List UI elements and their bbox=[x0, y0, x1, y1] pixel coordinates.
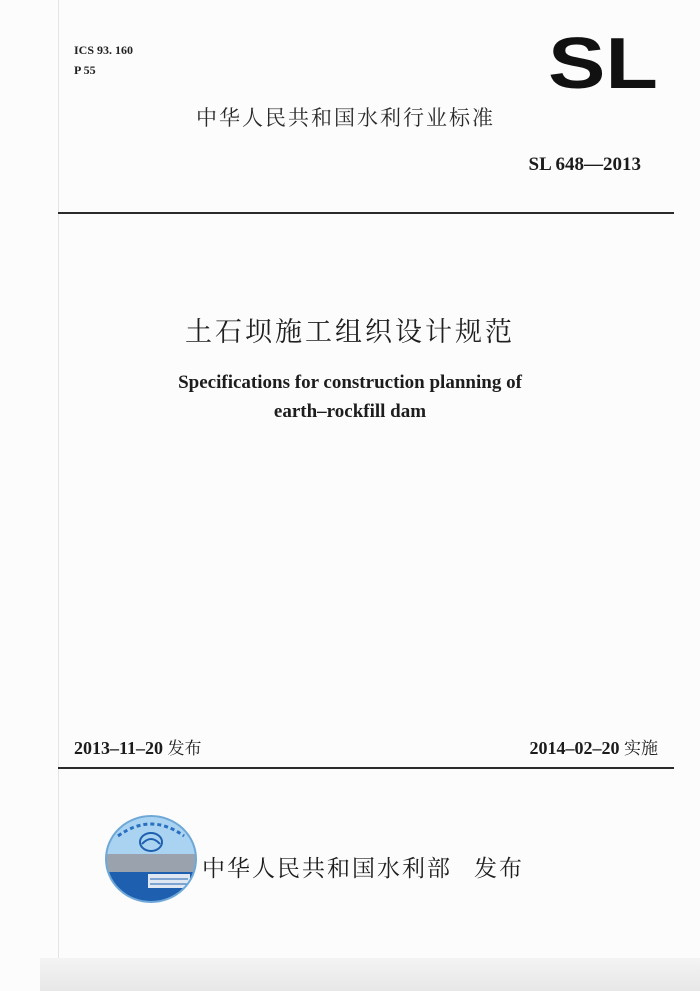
bottom-divider bbox=[58, 767, 674, 769]
implement-label: 实施 bbox=[624, 739, 658, 759]
english-title-line-1: Specifications for construction planning of bbox=[178, 372, 522, 393]
document-title-chinese: 土石坝施工组织设计规范 bbox=[185, 317, 515, 348]
ics-code: ICS 93. 160 bbox=[74, 43, 134, 57]
english-title-line-2: earth–rockfill dam bbox=[273, 401, 427, 422]
issue-label: 发布 bbox=[167, 739, 202, 759]
top-divider bbox=[58, 212, 674, 214]
sl-logo bbox=[546, 28, 660, 98]
publisher-line bbox=[202, 850, 524, 883]
issue-date: 2013–11–20 bbox=[74, 738, 164, 758]
implement-date-block bbox=[530, 734, 659, 759]
publisher-name: 中华人民共和国水利部 bbox=[202, 856, 452, 882]
standard-number: SL 648—2013 bbox=[528, 154, 641, 175]
scan-edge-left bbox=[58, 0, 59, 960]
implement-date: 2014–02–20 bbox=[529, 738, 620, 758]
organization-title: 中华人民共和国水利行业标准 bbox=[196, 106, 495, 130]
p-code: P 55 bbox=[74, 63, 96, 77]
scan-edge-bottom bbox=[40, 958, 700, 991]
classification-codes bbox=[74, 40, 133, 80]
document-title-english bbox=[0, 368, 700, 426]
sl-logo-text: SL bbox=[548, 28, 658, 98]
issue-date-block bbox=[74, 734, 202, 759]
anti-counterfeit-seal-icon bbox=[104, 814, 198, 904]
publisher-action: 发布 bbox=[474, 856, 524, 882]
